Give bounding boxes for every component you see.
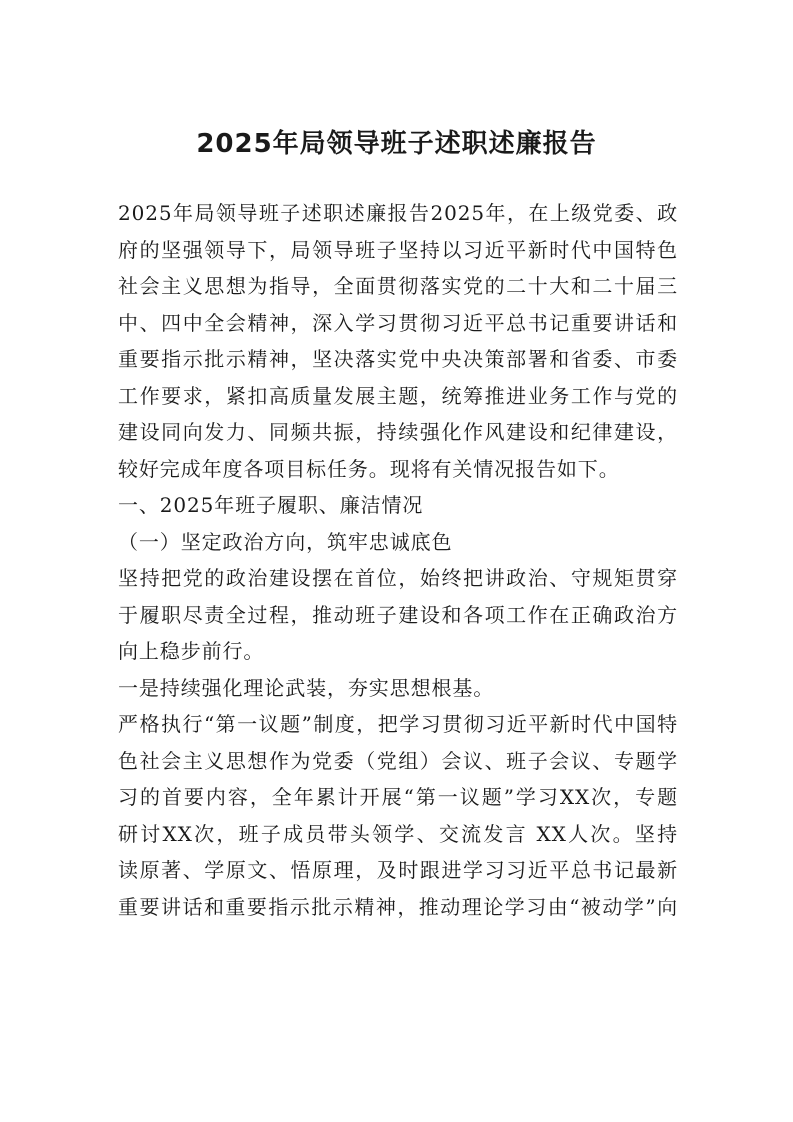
body-line: 研讨XX次，班子成员带头领学、交流发言 XX人次。坚持 [118,821,678,846]
body-line: 重要讲话和重要指示批示精神，推动理论学习由“被动学”向 [118,894,678,919]
body-line: 读原著、学原文、悟原理，及时跟进学习习近平总书记最新 [118,858,678,882]
body-line: 2025年局领导班子述职述廉报告2025年，在上级党委、政 [118,201,678,225]
point-heading: 一是持续强化理论武装，夯实思想根基。 [118,675,495,700]
body-line: 坚持把党的政治建设摆在首位，始终把讲政治、守规矩贯穿 [118,566,678,590]
body-line: 重要指示批示精神，坚决落实党中央决策部署和省委、市委 [118,347,678,371]
body-line: 较好完成年度各项目标任务。现将有关情况报告如下。 [118,456,620,481]
body-line: 于履职尽责全过程，推动班子建设和各项工作在正确政治方 [118,602,678,627]
subsection-heading: （一）坚定政治方向，筑牢忠诚底色 [118,529,453,554]
body-line: 建设同向发力、同频共振，持续强化作风建设和纪律建设， [118,420,678,444]
body-line: 向上稳步前行。 [118,639,265,663]
body-line: 社会主义思想为指导，全面贯彻落实党的二十大和二十届三 [118,274,678,298]
section-heading: 一、2025年班子履职、廉洁情况 [118,493,424,517]
body-line: 府的坚强领导下，局领导班子坚持以习近平新时代中国特色 [118,237,678,262]
body-line: 中、四中全会精神，深入学习贯彻习近平总书记重要讲话和 [118,310,678,335]
document-body [118,195,678,925]
document-title: 2025年局领导班子述职述廉报告 [196,129,597,159]
body-line: 严格执行“第一议题”制度，把学习贯彻习近平新时代中国特 [118,712,678,736]
body-line: 习的首要内容，全年累计开展“第一议题”学习XX次，专题 [118,785,678,809]
body-line: 色社会主义思想作为党委（党组）会议、班子会议、专题学 [118,748,678,773]
body-line: 工作要求，紧扣高质量发展主题，统筹推进业务工作与党的 [118,383,678,408]
